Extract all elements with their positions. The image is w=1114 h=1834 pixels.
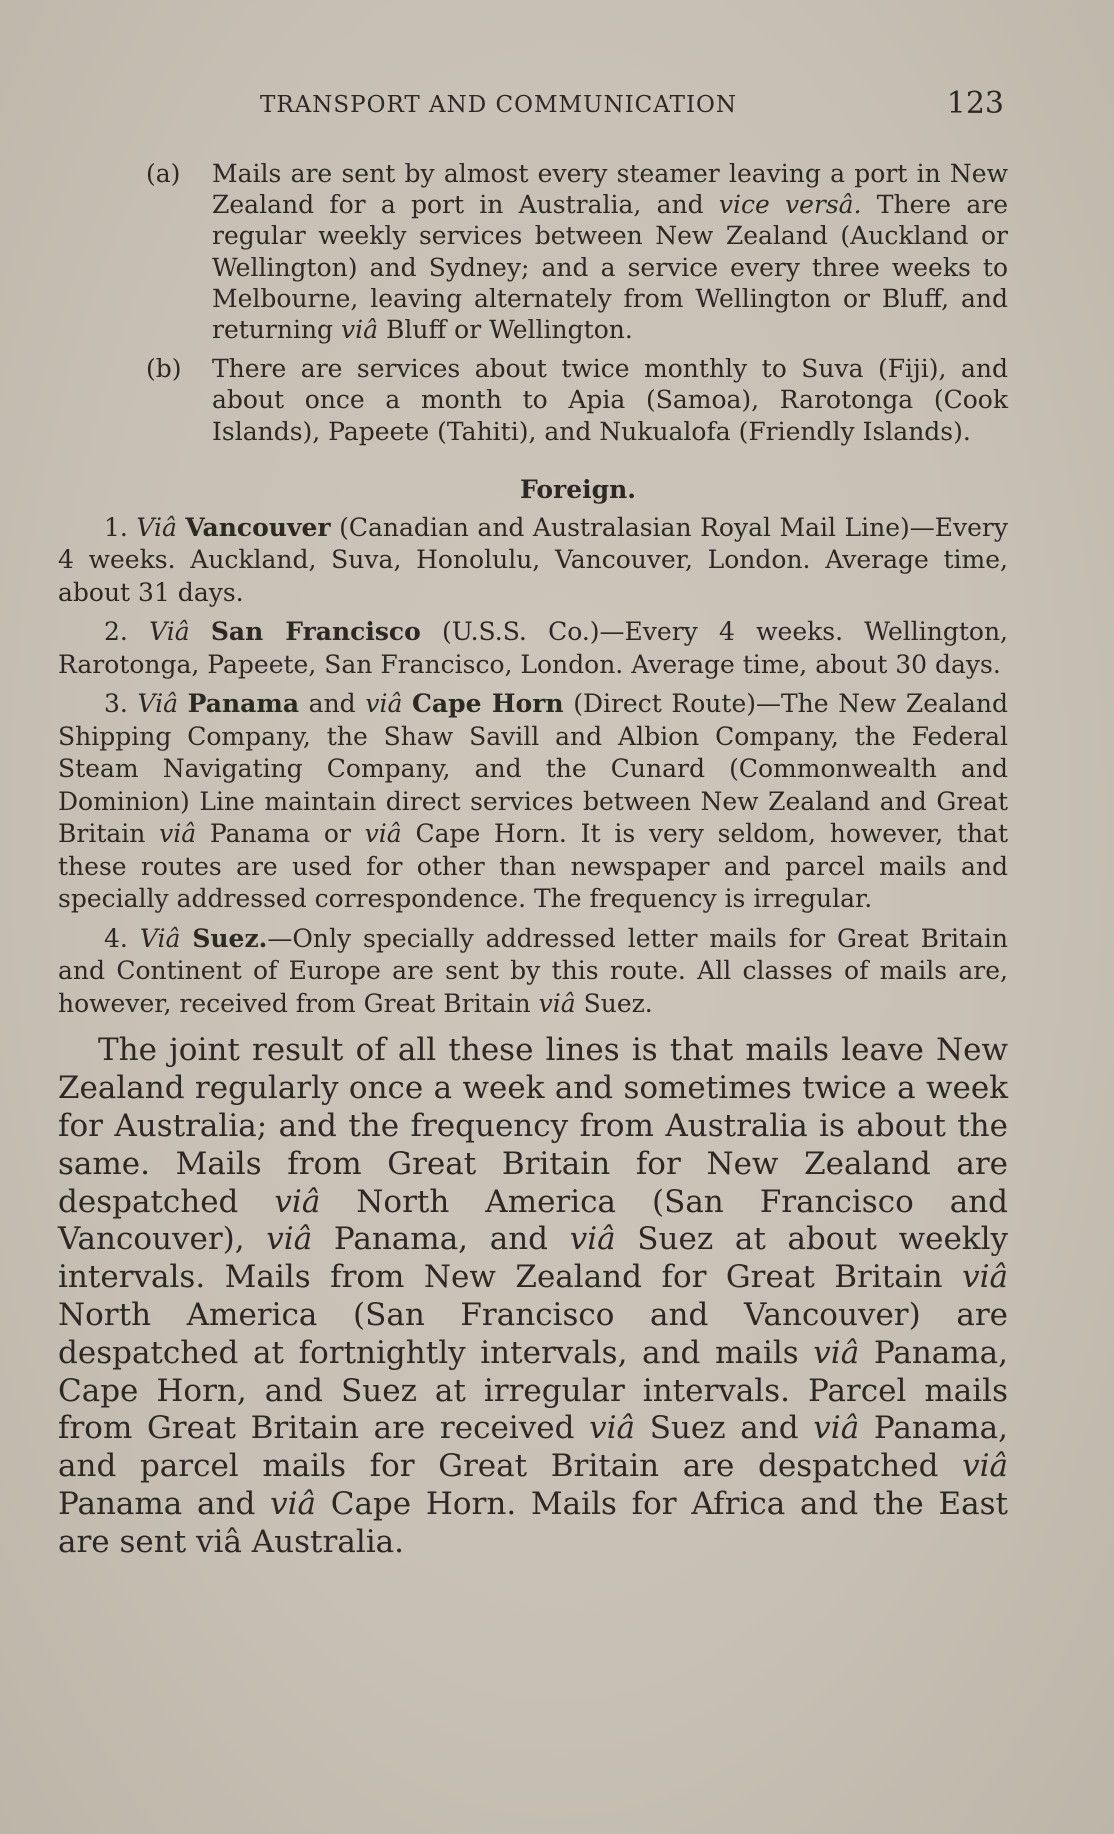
text-run	[190, 617, 211, 646]
text-run: 3.	[104, 689, 138, 719]
italic-text: viâ	[159, 819, 197, 849]
text-run: Mails are sent by almost every steamer leaving a port in New Zealand for a port in Australia, and	[212, 159, 1008, 220]
text-run: There are regular weekly services between New Zealand (Auckland or Wellington) and Sydney; and a service every three weeks to Melbourne, leaving alternately from Wellington or Bluff, and returning	[212, 190, 1008, 345]
italic-text: viâ	[813, 1334, 860, 1371]
route-name: San Francisco	[210, 617, 421, 647]
foreign-route-suez	[58, 923, 1008, 1021]
item-text	[212, 159, 1008, 344]
text-run: Suez at about weekly intervals. Mails from New Zealand for Great Britain	[58, 1221, 1009, 1296]
text-run: 2.	[104, 617, 150, 647]
italic-text: vice versâ.	[718, 190, 862, 220]
domestic-item-b	[58, 353, 1008, 447]
text-run: and	[299, 689, 366, 719]
italic-text: viâ	[569, 1221, 616, 1258]
text-run: Panama, and	[312, 1221, 570, 1258]
item-marker: (a)	[146, 159, 181, 188]
text-run: North America (San Francisco and Vancouver) are despatched at fortnightly intervals, and mails	[58, 1296, 1008, 1371]
text-run: (U.S.S. Co.)—Every 4 weeks. Wellington, Rarotonga, Papeete, San Francisco, London. Average time, about 30 days.	[58, 617, 1008, 679]
foreign-route-panama-cape-horn	[58, 688, 1008, 916]
text-run: Cape Horn. It is very seldom, however, that these routes are used for other than newspaper and parcel mails and specially addressed correspondence. The frequency is irregular.	[58, 819, 1009, 914]
item-marker: (b)	[146, 354, 182, 384]
text-run	[178, 689, 188, 718]
text-run: (Direct Route)—The New Zealand Shipping Company, the Shaw Savill and Albion Company, the Federal Steam Navigating Company, and the Cunard (Commonwealth and Dominion) Line maintain direct services between New Zealand and Great Britain	[58, 689, 1008, 849]
domestic-item-a	[58, 158, 1008, 345]
foreign-routes-list	[58, 512, 1008, 1021]
route-name: Vancouver	[185, 512, 331, 542]
italic-text: Viâ	[137, 689, 179, 719]
italic-text: viâ	[266, 1221, 313, 1258]
italic-text: viâ	[962, 1448, 1008, 1485]
text-run: Panama, and parcel mails for Great Britain are despatched	[58, 1410, 1008, 1485]
foreign-route-vancouver	[58, 512, 1008, 610]
text-run	[402, 689, 412, 718]
text-run: 4.	[104, 923, 140, 953]
foreign-route-san-francisco	[58, 616, 1008, 681]
text-run: —Only specially addressed letter mails for Great Britain and Continent of Europe are sent by this route. All classes of mails are, however, received from Great Britain	[58, 923, 1008, 1018]
italic-text: viâ	[365, 689, 403, 719]
item-text	[212, 354, 1008, 445]
italic-text: viâ	[538, 988, 576, 1018]
route-name: Cape Horn	[412, 689, 564, 719]
page-body	[58, 158, 1008, 1592]
italic-text: viâ	[270, 1485, 316, 1522]
text-run: Bluff or Wellington.	[378, 315, 633, 345]
section-heading-foreign: Foreign.	[520, 474, 636, 504]
text-run	[180, 924, 192, 953]
italic-text: viâ	[589, 1410, 636, 1447]
closing-paragraph	[58, 1032, 1008, 1561]
running-head: TRANSPORT AND COMMUNICATION	[260, 92, 738, 118]
italic-text: viâ	[813, 1410, 860, 1447]
text-run: Suez and	[635, 1410, 814, 1447]
text-run: Panama and	[58, 1485, 271, 1522]
route-name: Panama	[187, 689, 300, 719]
text-run: Panama, Cape Horn, and Suez at irregular intervals. Parcel mails from Great Britain are received	[58, 1334, 1008, 1447]
text-run: North America (San Francisco and Vancouver),	[58, 1183, 1008, 1258]
italic-text: viâ	[274, 1183, 321, 1220]
domestic-services-list	[58, 158, 1008, 447]
page-number: 123	[946, 86, 1004, 121]
italic-text: viâ	[962, 1259, 1008, 1296]
italic-text: Viâ	[149, 617, 190, 647]
text-run: There are services about twice monthly to Suva (Fiji), and about once a month to Apia (Samoa), Rarotonga (Cook Islands), Papeete (Tahiti), and Nukualofa (Friendly Islands).	[212, 354, 1008, 446]
page-header	[260, 86, 1004, 126]
italic-text: Viâ	[136, 512, 177, 542]
text-run: Panama or	[196, 819, 365, 849]
italic-text: viâ	[341, 315, 379, 345]
text-run: The joint result of all these lines is that mails leave New Zealand regularly once a week and sometimes twice a week for Australia; and the frequency from Australia is about the same. Mails from Great Britain for New Zealand are despatched	[58, 1032, 1008, 1220]
italic-text: Viâ	[139, 923, 181, 953]
text-run: Suez.	[575, 988, 653, 1018]
route-name: Suez.	[192, 923, 268, 953]
text-run: (Canadian and Australasian Royal Mail Line)—Every 4 weeks. Auckland, Suva, Honolulu, Vancouver, London. Average time, about 31 days.	[58, 512, 1008, 607]
text-run: Cape Horn. Mails for Africa and the East are sent viâ Australia.	[58, 1485, 1008, 1560]
text-run: 1.	[104, 512, 137, 542]
italic-text: viâ	[364, 819, 402, 849]
